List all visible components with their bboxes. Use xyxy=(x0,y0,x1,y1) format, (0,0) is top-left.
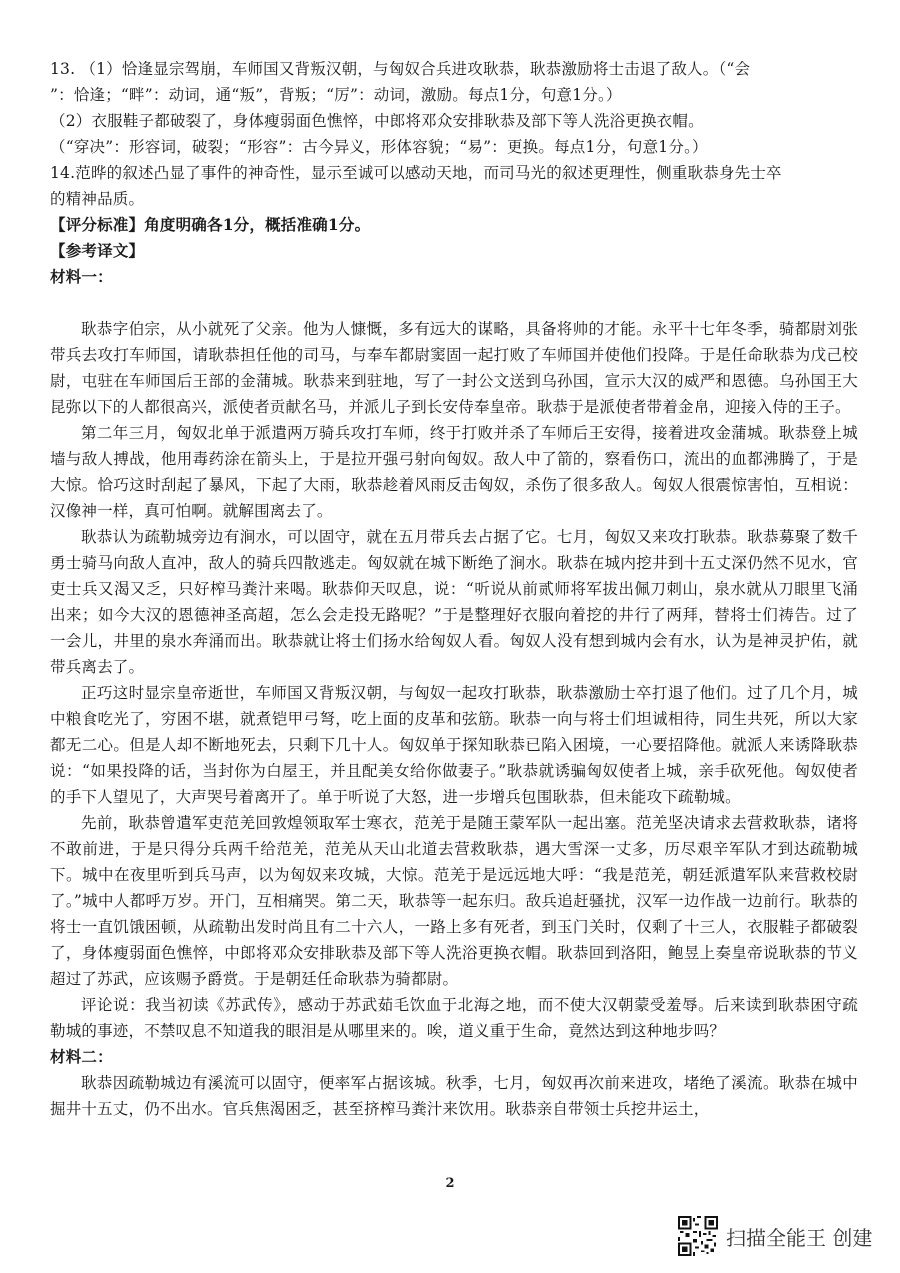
material1-paragraph: 正巧这时显宗皇帝逝世，车师国又背叛汉朝，与匈奴一起攻打耿恭，耿恭激励士卒打退了他们。过了几个月，城中粮食吃光了，穷困不堪，就煮铠甲弓弩，吃上面的皮革和弦筋。耿恭一向与将士们坦诚相待，同生共死，所以大家都无二心。但是人却不断地死去，只剩下几十人。匈奴单于探知耿恭已陷入困境，一心要招降他。就派人来诱降耿恭说：“如果投降的话，当封你为白屋王，并且配美女给你做妻子。”耿恭就诱骗匈奴使者上城，亲手砍死他。匈奴使者的手下人望见了，大声哭号着离开了。单于听说了大怒，进一步增兵包围耿恭，但未能攻下疏勒城。 xyxy=(50,684,858,806)
material1-paragraph: 耿恭字伯宗，从小就死了父亲。他为人慷慨，多有远大的谋略，具备将帅的才能。永平十七年冬季，骑都尉刘张带兵去攻打车师国，请耿恭担任他的司马，与奉车都尉窦固一起打败了车师国并使他们投降。于是任命耿恭为戊己校尉，屯驻在车师国后王部的金蒲城。耿恭来到驻地，写了一封公文送到乌孙国，宣示大汉的威严和恩德。乌孙国王大昆弥以下的人都很高兴，派使者贡献名马，并派儿子到长安侍奉皇帝。耿恭于是派使者带着金帛，迎接入侍的王子。 xyxy=(50,320,858,416)
scoring-standard: 【评分标准】角度明确各1分，概括准确1分。 xyxy=(50,215,371,234)
spacer xyxy=(50,290,858,316)
document-page xyxy=(50,56,858,1122)
qr-code-icon xyxy=(678,1216,718,1256)
reference-translation-title: 【参考译文】 xyxy=(50,241,145,260)
answer-13-2-line2: （“穿决”：形容词，破裂；“形容”：古今异义，形体容貌；“易”：更换。每点1分，句意1分。） xyxy=(50,138,708,156)
material1-commentary: 评论说：我当初读《苏武传》，感动于苏武茹毛饮血于北海之地，而不使大汉朝蒙受羞辱。后来读到耿恭困守疏勒城的事迹，不禁叹息不知道我的眼泪是从哪里来的。唉，道义重于生命，竟然达到这种地步吗？ xyxy=(50,996,858,1040)
scanner-watermark xyxy=(678,1216,872,1256)
answer-13-1-line2: ”：恰逢；“畔”：动词，通“叛”，背叛；“厉”：动词，激励。每点1分，句意1分。） xyxy=(50,86,622,104)
material1-paragraph: 第二年三月，匈奴北单于派遣两万骑兵攻打车师，终于打败并杀了车师后王安得，接着进攻金蒲城。耿恭登上城墙与敌人搏战，他用毒药涂在箭头上，于是拉开强弓射向匈奴。敌人中了箭的，察看伤口，流出的血都沸腾了，于是大惊。恰巧这时刮起了暴风，下起了大雨，耿恭趁着风雨反击匈奴，杀伤了很多敌人。匈奴人很震惊害怕，互相说：汉像神一样，真可怕啊。就解围离去了。 xyxy=(50,424,858,520)
answer-13-2-line1: （2）衣服鞋子都破裂了，身体瘦弱面色憔悴，中郎将邓众安排耿恭及部下等人洗浴更换衣帽。 xyxy=(50,112,704,130)
material1-title: 材料一： xyxy=(50,267,113,286)
watermark-text: 扫描全能王 创建 xyxy=(726,1225,873,1250)
material2-paragraph: 耿恭因疏勒城边有溪流可以固守，便率军占据该城。秋季，七月，匈奴再次前来进攻，堵绝了溪流。耿恭在城中掘井十五丈，仍不出水。官兵焦渴困乏，甚至挤榨马粪汁来饮用。耿恭亲自带领士兵挖井运土， xyxy=(50,1074,858,1118)
page-number: 2 xyxy=(445,1176,455,1191)
material1-paragraph: 先前，耿恭曾遣军吏范羌回敦煌领取军士寒衣，范羌于是随王蒙军队一起出塞。范羌坚决请求去营救耿恭，诸将不敢前进，于是只得分兵两千给范羌，范羌从天山北道去营救耿恭，遇大雪深一丈多，历尽艰辛军队才到达疏勒城下。城中在夜里听到兵马声，以为匈奴来攻城，大惊。范羌于是远远地大呼：“我是范羌，朝廷派遣军队来营救校尉了。”城中人都呼万岁。开门，互相痛哭。第二天，耿恭等一起东归。敌兵追赶骚扰，汉军一边作战一边前行。耿恭的将士一直饥饿困顿，从疏勒出发时尚且有二十六人，一路上多有死者，到玉门关时，仅剩了十三人，衣服鞋子都破裂了，身体瘦弱面色憔悴，中郎将邓众安排耿恭及部下等人洗浴更换衣帽。耿恭回到洛阳，鲍昱上奏皇帝说耿恭的节义超过了苏武，应该赐予爵赏。于是朝廷任命耿恭为骑都尉。 xyxy=(50,814,858,988)
material2-title: 材料二： xyxy=(50,1047,113,1066)
answer-14-line1: 14.范晔的叙述凸显了事件的神奇性，显示至诚可以感动天地，而司马光的叙述更理性，侧重耿恭身先士卒 xyxy=(50,164,782,182)
answer-13-1-line1: 13. （1）恰逢显宗驾崩，车师国又背叛汉朝，与匈奴合兵进攻耿恭，耿恭激励将士击退了敌人。（“会 xyxy=(50,60,751,78)
answer-14-line2: 的精神品质。 xyxy=(50,190,145,208)
material1-paragraph: 耿恭认为疏勒城旁边有涧水，可以固守，就在五月带兵去占据了它。七月，匈奴又来攻打耿恭。耿恭募聚了数千勇士骑马向敌人直冲，敌人的骑兵四散逃走。匈奴就在城下断绝了涧水。耿恭在城内挖井到十五丈深仍然不见水，官吏士兵又渴又乏，只好榨马粪汁来喝。耿恭仰天叹息，说：“听说从前贰师将军拔出佩刀刺山，泉水就从刀眼里飞涌出来；如今大汉的恩德神圣高超，怎么会走投无路呢？”于是整理好衣服向着挖的井行了两拜，替将士们祷告。过了一会儿，井里的泉水奔涌而出。耿恭就让将士们扬水给匈奴人看。匈奴人没有想到城内会有水，认为是神灵护佑，就带兵离去了。 xyxy=(50,528,858,676)
